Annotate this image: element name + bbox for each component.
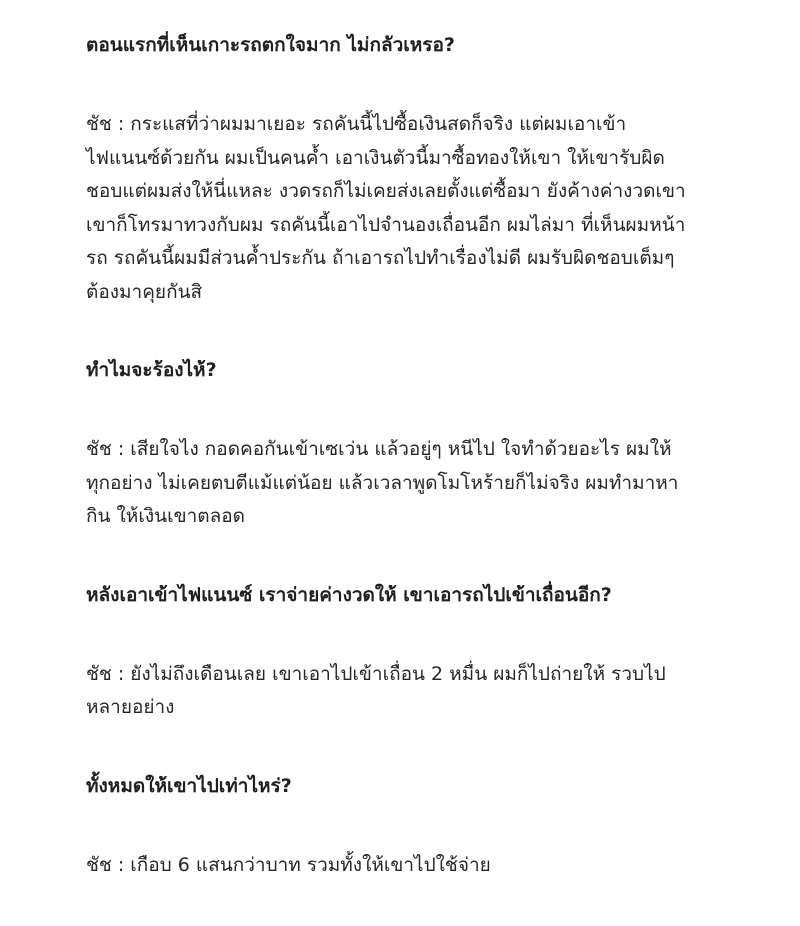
answer-3-line: ชัช : ยังไม่ถึงเดือนเลย เขาเอาไปเข้าเถื่อน 2 หมื่น ผมก็ไปถ่ายให้ รวบไป <box>86 662 666 685</box>
answer-2-line: กิน ให้เงินเขาตลอด <box>86 505 245 527</box>
answer-2-line: ทุกอย่าง ไม่เคยตบตีแม้แต่น้อย แล้วเวลาพูดโมโหร้ายก็ไม่จริง ผมทำมาหา <box>86 471 679 494</box>
answer-1-line: เขาก็โทรมาทวงกับผม รถคันนี้เอาไปจำนองเถื่อนอีก ผมไล่มา ที่เห็นผมหน้า <box>86 213 686 236</box>
answer-4-line: ชัช : เกือบ 6 แสนกว่าบาท รวมทั้งให้เขาไปใช้จ่าย <box>86 853 491 876</box>
answer-1-line: ชอบแต่ผมส่งให้นี่แหละ งวดรถก็ไม่เคยส่งเลยตั้งแต่ซื้อมา ยังค้างค่างวดเขา <box>86 180 686 202</box>
answer-1-line: ไฟแนนซ์ด้วยกัน ผมเป็นคนค้ำ เอาเงินตัวนี้มาซื้อทองให้เขา ให้เขารับผิด <box>86 146 665 169</box>
answer-3 <box>86 658 726 725</box>
answer-1-line: รถ รถคันนี้ผมมีส่วนค้ำประกัน ถ้าเอารถไปทำเรื่องไม่ดี ผมรับผิดชอบเต็มๆ <box>86 247 675 269</box>
question-2: ทำไมจะร้องไห้? <box>86 359 217 381</box>
question-4: ทั้งหมดให้เขาไปเท่าไหร่? <box>86 774 292 797</box>
answer-4 <box>86 849 726 883</box>
question-3: หลังเอาเข้าไฟแนนซ์ เราจ่ายค่างวดให้ เขาเอารถไปเข้าเถื่อนอีก? <box>86 583 612 606</box>
answer-1-line: ต้องมาคุยกันสิ <box>86 280 203 303</box>
answer-3-line: หลายอย่าง <box>86 696 175 718</box>
answer-2-line: ชัช : เสียใจไง กอดคอกันเข้าเซเว่น แล้วอยู่ๆ หนีไป ใจทำด้วยอะไร ผมให้ <box>86 438 672 460</box>
interview-article <box>86 28 726 926</box>
question-1: ตอนแรกที่เห็นเกาะรถตกใจมาก ไม่กลัวเหรอ? <box>86 34 455 56</box>
answer-1-line: ชัช : กระแสที่ว่าผมมาเยอะ รถคันนี้ไปซื้อเงินสดก็จริง แต่ผมเอาเข้า <box>86 113 627 135</box>
answer-1 <box>86 108 726 309</box>
answer-2 <box>86 433 726 534</box>
